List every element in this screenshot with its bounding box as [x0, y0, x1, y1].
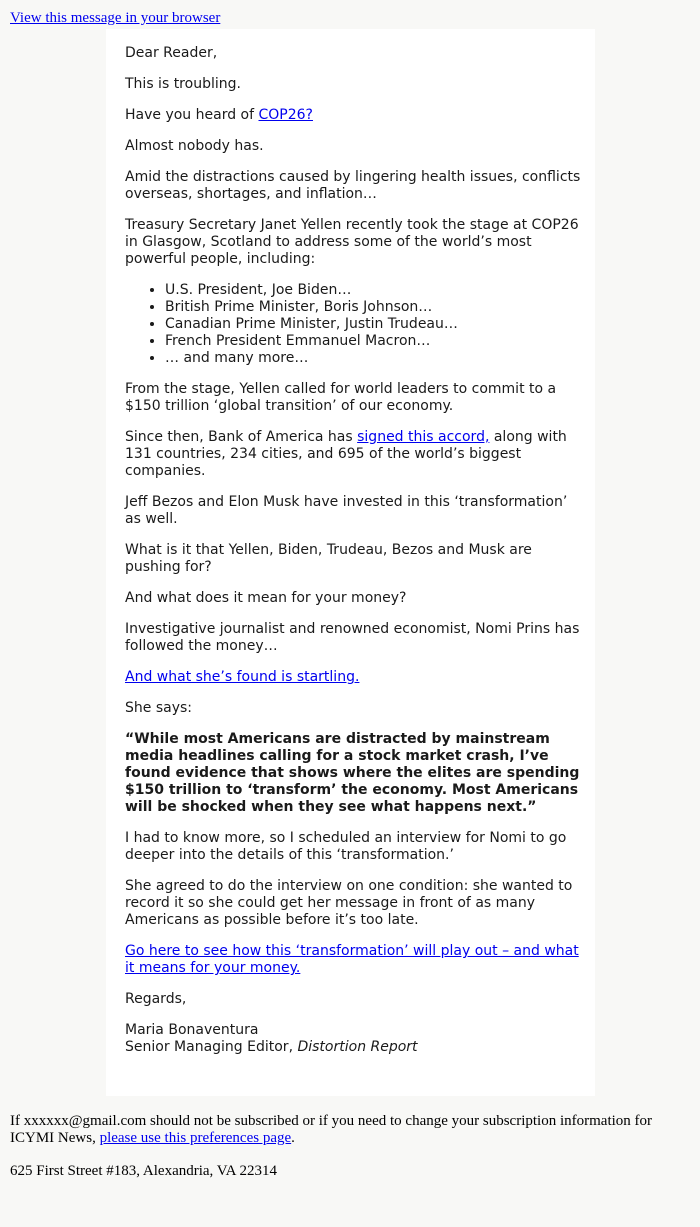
list-item: • French President Emmanuel Macron…: [165, 333, 583, 350]
text: Since then, Bank of America has: [125, 429, 358, 445]
startling-link[interactable]: And what she’s found is startling.: [125, 669, 360, 685]
paragraph: What is it that Yellen, Biden, Trudeau, Bezos and Musk are pushing for?: [125, 542, 532, 575]
go-here-link[interactable]: Go here to see how this ‘transformation’ will play out – and what it means for your money.: [125, 943, 579, 976]
accord-link[interactable]: signed this accord,: [357, 429, 490, 445]
email-body: [125, 45, 583, 1070]
paragraph: She agreed to do the interview on one condition: she wanted to record it so she could get her message in front of as many Americans as possible before it’s too late.: [125, 878, 573, 928]
paragraph: Jeff Bezos and Elon Musk have invested in this ‘transformation’ as well.: [125, 494, 568, 527]
paragraph: And what does it mean for your money?: [125, 590, 407, 606]
list-item: • U.S. President, Joe Biden…: [165, 282, 583, 299]
quote: “While most Americans are distracted by mainstream media headlines calling for a stock market crash, I’ve found evidence that shows where the elites are spending $150 trillion to ‘transform’ the economy. Most Americans will be shocked when they see what happens next.”: [125, 731, 580, 815]
list-item: • … and many more…: [165, 350, 583, 367]
text: Have you heard of: [125, 107, 259, 123]
paragraph: From the stage, Yellen called for world leaders to commit to a $150 trillion ‘global transition’ of our economy.: [125, 381, 557, 414]
paragraph: [125, 429, 583, 480]
paragraph: Treasury Secretary Janet Yellen recently took the stage at COP26 in Glasgow, Scotland to address some of the world’s most powerful people, including:: [125, 217, 579, 267]
paragraph: Amid the distractions caused by lingering health issues, conflicts overseas, shortages, and inflation…: [125, 169, 581, 202]
regards: Regards,: [125, 991, 187, 1007]
list-item: • Canadian Prime Minister, Justin Trudeau…: [165, 316, 583, 333]
paragraph: [125, 943, 583, 977]
subscription-note: [10, 1113, 690, 1147]
leaders-list: [125, 282, 583, 367]
paragraph: [125, 669, 583, 686]
email-card: [106, 29, 595, 1096]
paragraph: She says:: [125, 700, 192, 716]
text: along with 131 countries, 234 cities, and 695 of the world’s biggest companies.: [125, 429, 567, 479]
preferences-link[interactable]: please use this preferences page: [99, 1130, 292, 1146]
paragraph: I had to know more, so I scheduled an interview for Nomi to go deeper into the details of this ‘transformation.’: [125, 830, 567, 863]
paragraph: Almost nobody has.: [125, 138, 264, 154]
greeting: Dear Reader,: [125, 45, 218, 61]
postal-address: 625 First Street #183, Alexandria, VA 22314: [10, 1163, 277, 1179]
signer-name: Maria Bonaventura: [125, 1022, 259, 1038]
text: .: [291, 1130, 295, 1146]
signer-title: Senior Managing Editor,: [125, 1039, 298, 1055]
signature: [125, 1022, 583, 1056]
text: If xxxxxx@gmail.com should not be subscribed or if you need to change your subscription information for ICYMI News,: [10, 1113, 653, 1146]
paragraph: [125, 107, 583, 124]
publication-name: Distortion Report: [297, 1039, 418, 1055]
list-item: • British Prime Minister, Boris Johnson…: [165, 299, 583, 316]
paragraph: This is troubling.: [125, 76, 241, 92]
view-in-browser-link[interactable]: View this message in your browser: [10, 10, 221, 26]
cop26-link[interactable]: COP26?: [258, 107, 313, 123]
paragraph: Investigative journalist and renowned economist, Nomi Prins has followed the money…: [125, 621, 580, 654]
footer: [10, 1113, 690, 1196]
